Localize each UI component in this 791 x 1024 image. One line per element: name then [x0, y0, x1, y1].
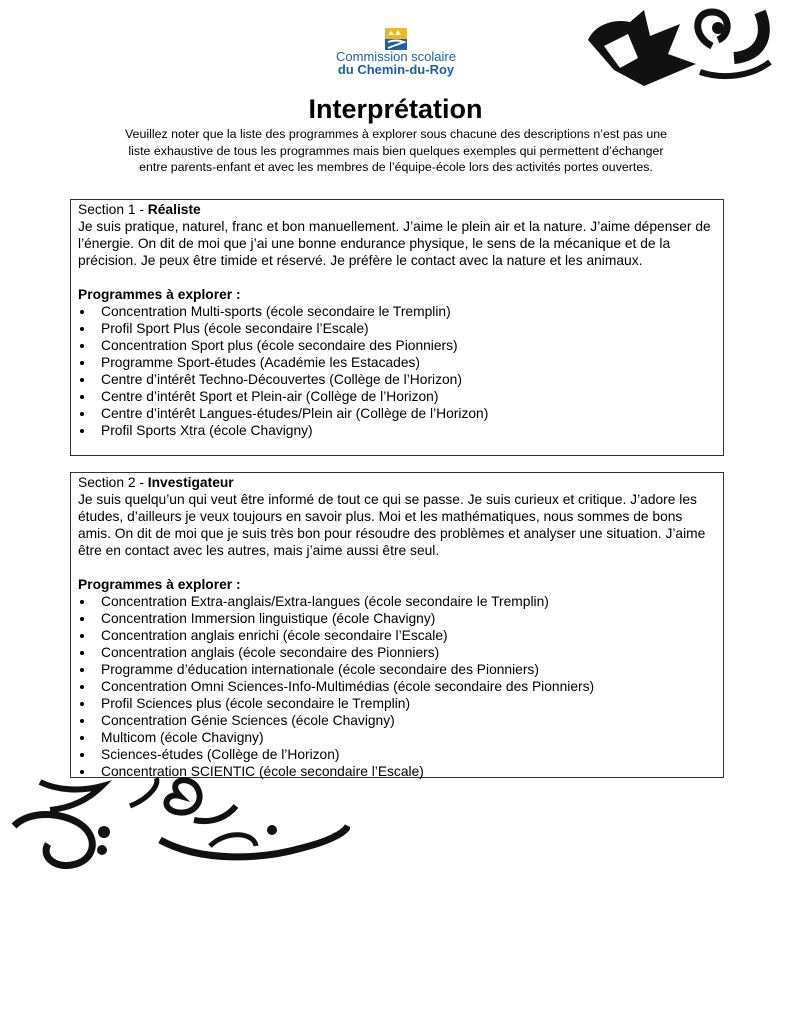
list-item: Profil Sciences plus (école secondaire le Tremplin) — [78, 695, 718, 712]
section-1-prefix: Section 1 - — [78, 202, 148, 217]
list-item: Centre d’intérêt Langues-études/Plein air (Collège de l’Horizon) — [78, 405, 718, 422]
decorative-flourish-bottom-left-icon — [10, 776, 350, 872]
section-1-description: Je suis pratique, naturel, franc et bon manuellement. J’aime le plein air et la nature. J’aime dépenser de l’énergie. On dit de moi que j’ai une bonne endurance physique, le sens de la mécanique et de la précision. Je peux être timide et réservé. Je préfère le contact avec la nature et les animaux. — [78, 219, 711, 268]
list-item: Profil Sports Xtra (école Chavigny) — [78, 422, 718, 439]
list-item: Multicom (école Chavigny) — [78, 729, 718, 746]
list-item: Concentration Multi-sports (école secondaire le Tremplin) — [78, 303, 718, 320]
page-title: Interprétation — [308, 94, 483, 124]
list-item: Programme d’éducation internationale (école secondaire des Pionniers) — [78, 661, 718, 678]
list-item: Sciences-études (Collège de l’Horizon) — [78, 746, 718, 763]
intro-note: Veuillez noter que la liste des programmes à explorer sous chacune des descriptions n’est pas une liste exhaustive de tous les programmes mais bien quelques exemples qui permettent d’échanger entre parents-enfant et avec les membres de l’équipe-école lors des activités portes ouvertes. — [124, 127, 668, 175]
section-2-heading — [78, 474, 718, 491]
section-1-name: Réaliste — [147, 202, 201, 217]
section-1-programs-heading: Programmes à explorer : — [78, 287, 241, 302]
school-board-logo — [330, 28, 462, 76]
list-item: Concentration anglais enrichi (école secondaire l’Escale) — [78, 627, 718, 644]
list-item: Programme Sport-études (Académie les Estacades) — [78, 354, 718, 371]
section-1-box — [70, 199, 724, 456]
list-item: Concentration Extra-anglais/Extra-langues (école secondaire le Tremplin) — [78, 593, 718, 610]
list-item: Concentration SCIENTIC (école secondaire l’Escale) — [78, 763, 718, 780]
section-2-prefix: Section 2 - — [78, 475, 148, 490]
section-2-description: Je suis quelqu’un qui veut être informé de tout ce qui se passe. Je suis curieux et critique. J’adore les études, d’ailleurs je veux toujours en savoir plus. Moi et les mathématiques, nous sommes de bons amis. On dit de moi que je suis très bon pour résoudre des problèmes et analyser une situation. J’aime être en contact avec les autres, mais j’aime aussi être seul. — [78, 492, 706, 558]
list-item: Concentration Génie Sciences (école Chavigny) — [78, 712, 718, 729]
decorative-swirl-top-right-icon — [584, 6, 774, 92]
list-item: Concentration anglais (école secondaire des Pionniers) — [78, 644, 718, 661]
list-item: Concentration Immersion linguistique (école Chavigny) — [78, 610, 718, 627]
section-1-heading — [78, 201, 718, 218]
section-1-program-list — [78, 303, 718, 439]
section-2-name: Investigateur — [147, 475, 234, 490]
section-2-program-list — [78, 593, 718, 780]
logo-line-1: Commission scolaire — [336, 49, 456, 64]
list-item: Profil Sport Plus (école secondaire l’Escale) — [78, 320, 718, 337]
section-2-programs-heading: Programmes à explorer : — [78, 577, 241, 592]
list-item: Centre d’intérêt Techno-Découvertes (Collège de l’Horizon) — [78, 371, 718, 388]
logo-line-2: du Chemin-du-Roy — [337, 62, 455, 77]
logo-emblem-icon — [385, 28, 407, 50]
list-item: Concentration Omni Sciences-Info-Multimédias (école secondaire des Pionniers) — [78, 678, 718, 695]
list-item: Concentration Sport plus (école secondaire des Pionniers) — [78, 337, 718, 354]
list-item: Centre d’intérêt Sport et Plein-air (Collège de l’Horizon) — [78, 388, 718, 405]
section-2-box — [70, 472, 724, 778]
